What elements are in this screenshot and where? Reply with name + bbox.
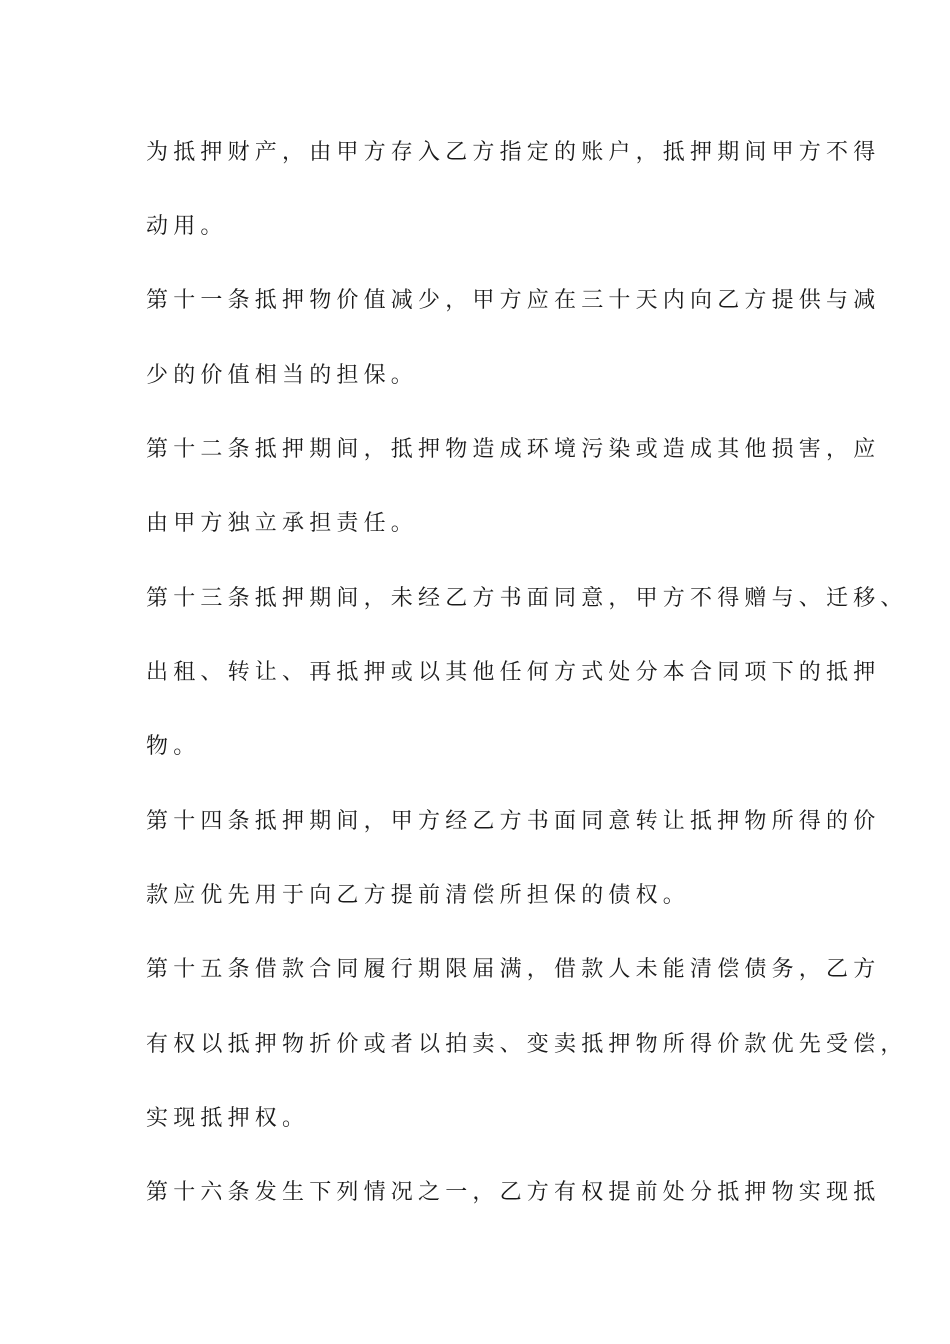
text-line: 为抵押财产，由甲方存入乙方指定的账户，抵押期间甲方不得 [146, 140, 881, 165]
text-line: 第十五条借款合同履行期限届满，借款人未能清偿债务，乙方 [146, 957, 881, 982]
text-line: 第十六条发生下列情况之一，乙方有权提前处分抵押物实现抵 [146, 1180, 881, 1205]
text-line: 有权以抵押物折价或者以拍卖、变卖抵押物所得价款优先受偿， [146, 1032, 908, 1057]
text-line: 实现抵押权。 [146, 1106, 310, 1131]
text-line: 款应优先用于向乙方提前清偿所担保的债权。 [146, 883, 691, 908]
text-line: 第十四条抵押期间，甲方经乙方书面同意转让抵押物所得的价 [146, 809, 881, 834]
text-line: 第十一条抵押物价值减少，甲方应在三十天内向乙方提供与减 [146, 288, 881, 313]
text-line: 第十二条抵押期间，抵押物造成环境污染或造成其他损害，应 [146, 437, 881, 462]
text-line: 物。 [146, 734, 201, 759]
text-line: 出租、转让、再抵押或以其他任何方式处分本合同项下的抵押 [146, 660, 881, 685]
text-line: 第十三条抵押期间，未经乙方书面同意，甲方不得赠与、迁移、 [146, 586, 908, 611]
text-line: 由甲方独立承担责任。 [146, 511, 419, 536]
text-line: 少的价值相当的担保。 [146, 363, 419, 388]
text-line: 动用。 [146, 214, 228, 239]
